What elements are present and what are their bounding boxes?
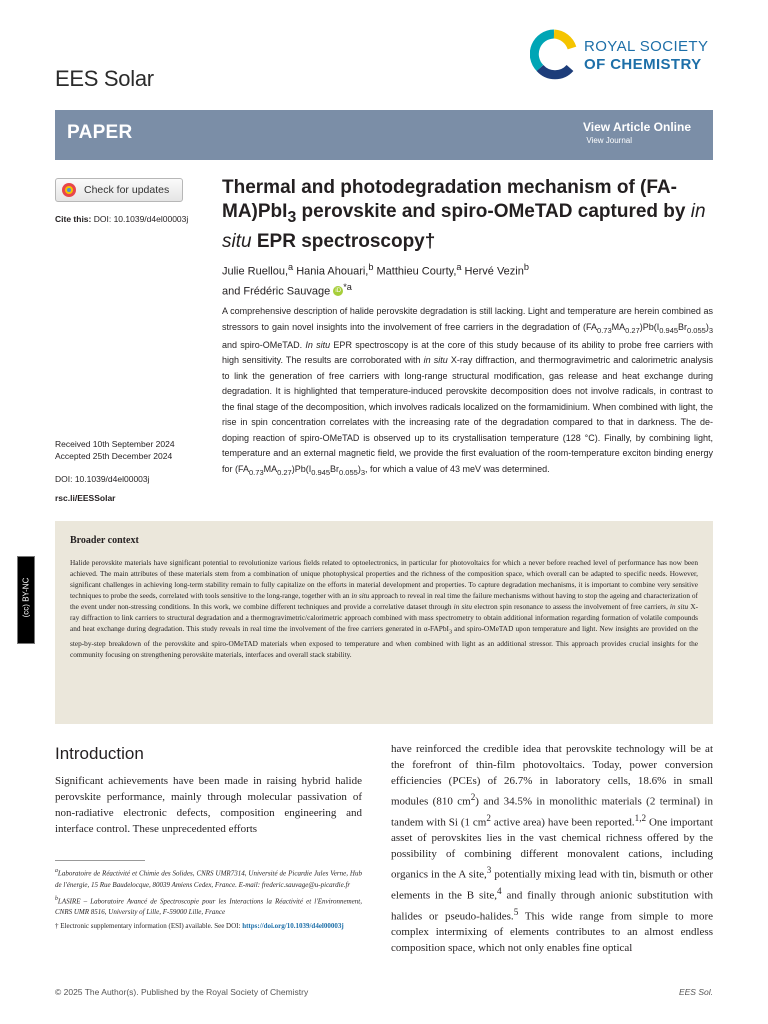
cite-label: Cite this: bbox=[55, 214, 92, 224]
accepted-date: Accepted 25th December 2024 bbox=[55, 451, 173, 461]
check-updates-icon bbox=[61, 182, 77, 198]
author-list bbox=[222, 260, 682, 299]
footer-copyright: © 2025 The Author(s). Published by the Royal Society of Chemistry bbox=[55, 987, 309, 997]
article-type-label: PAPER bbox=[67, 122, 133, 143]
journal-short-link[interactable]: rsc.li/EESSolar bbox=[55, 493, 116, 503]
title-text: EPR spectroscopy† bbox=[251, 230, 436, 252]
received-dates bbox=[55, 438, 175, 462]
view-article-online-link[interactable]: View Article Online bbox=[582, 120, 691, 134]
footer-journal-abbrev: EES Sol. bbox=[678, 987, 713, 997]
affiliation-mark: a bbox=[456, 262, 462, 272]
journal-name: EES Solar bbox=[55, 66, 154, 91]
affiliation-mark: *a bbox=[343, 281, 352, 292]
author-name[interactable]: and Frédéric Sauvage bbox=[222, 285, 331, 298]
section-heading-introduction: Introduction bbox=[55, 744, 144, 763]
intro-left-column: Significant achievements have been made in raising hybrid halide perovskite performance, mainly through molecular passivation of non-radiative electronic defects, composition engineering and interface control. These unprecedented efforts bbox=[55, 775, 362, 835]
title-italic: in situ bbox=[222, 201, 706, 252]
orcid-icon[interactable]: iD bbox=[333, 286, 343, 296]
citation-ref[interactable]: 4 bbox=[497, 885, 502, 896]
received-date: Received 10th September 2024 bbox=[55, 439, 175, 449]
check-for-updates-label: Check for updates bbox=[84, 184, 170, 196]
esi-doi-link[interactable]: https://doi.org/10.1039/d4el00003j bbox=[242, 922, 344, 931]
intro-right-column: have reinforced the credible idea that perovskite technology will be at the forefront of thin-film photovoltaics. Today, power conversion efficiencies (PCEs) of 26.7% in laboratory cells, 18.6% in small modules (810 $cm^2$) and 34.5% in monolithic materials (2 terminal) in tandem with Si (1 $cm^2$ active area) have been reported.$^{1,2}$ One important asset of perovskites lies in the vast chemical richness offered by the possibility of combining different monovalent cations, including organics in the A site,$^3$ potentially mixing lead with tin, bismuth or other elements in the B site,$^4$ and finally through anionic substitution with halides or pseudo-halides.$^5$ This wide range from simple to more complex intermixing of elements contributes to an almost endless composition space, which not only enables fine optical bbox=[391, 743, 714, 955]
rsc-logo[interactable] bbox=[530, 28, 718, 82]
cc-license-icon[interactable] bbox=[17, 556, 35, 644]
broader-context-box bbox=[55, 521, 713, 724]
abstract: A comprehensive description of halide perovskite degradation is still lacking. Light and temperature are herein combined as stressors to gain novel insights into the involvement of free carriers in the degradation of $(FA_{0.73}MA_{0.27})Pb(I_{0.945}Br_{0.055})_3$ and spiro-OMeTAD. In situ EPR spectroscopy is at the core of this study because of its ability to probe free carriers with high sensitivity. The results are corroborated with in situ X-ray diffraction, and thermogravimetric and calorimetric analysis to link the generation of free carriers with long-range structural modification, gas release and heat exchange during degradation. It is highlighted that temperature-induced perovskite decomposition does not involve radicals, in contrast to the final stage of the decomposition, which involves radicals localized on the formamidinium. When combined with light, the rise in spin concentration correlates with the increasing rate of the degradation compared to that in darkness. The de-doping reaction of spiro-OMeTAD is observed up to its crystallisation temperature (128 °C). Finally, by combining light, temperature and an external magnetic field, we provide the first evaluation of the room-temperature exciton binding energy for $(FA_{0.73}MA_{0.27})Pb(I_{0.945}Br_{0.055})_3$, for which a value of 43 meV was determined. bbox=[222, 306, 714, 477]
citation-ref[interactable]: 1,2 bbox=[634, 812, 647, 823]
publisher-name-line2: OF CHEMISTRY bbox=[584, 56, 702, 73]
article-type-banner bbox=[55, 110, 713, 160]
publisher-name-line1: ROYAL SOCIETY bbox=[584, 38, 709, 55]
citation-ref[interactable]: 5 bbox=[513, 906, 519, 917]
title-text: perovskite and spiro-OMeTAD captured by bbox=[296, 201, 691, 222]
author-name[interactable]: Hania Ahouari, bbox=[293, 265, 369, 278]
cite-doi: DOI: 10.1039/d4el00003j bbox=[93, 214, 189, 224]
affiliation-mark: b bbox=[523, 262, 529, 272]
article-doi[interactable]: DOI: 10.1039/d4el00003j bbox=[55, 474, 150, 484]
view-journal-link[interactable]: View Journal bbox=[586, 136, 632, 145]
author-name[interactable]: Matthieu Courty, bbox=[373, 265, 457, 278]
title-text: Thermal and photodegradation mechanism of (FA-MA)PbI bbox=[222, 177, 677, 222]
check-for-updates-button[interactable] bbox=[55, 178, 183, 202]
footnote-divider bbox=[55, 860, 145, 861]
footnote-affiliation-b: $^b$LASIRE – Laboratoire Avancé de Spectroscopie pour les Interactions la Réactivité et l'Environnement, CNRS UMR 8516, University of Lille, F-59000 Lille, France bbox=[55, 895, 362, 917]
affiliation-mark: a bbox=[288, 262, 294, 272]
title-subscript: 3 bbox=[287, 208, 297, 226]
broader-context-body: Halide perovskite materials have significant potential to revolutionize various fields related to optoelectronics, in particular for photovoltaics for which a never before reached level of performance has now been achieved. The main attributes of these materials stem from a combination of unique photophysical properties and the richness of the composition space, which overall can be adapted to specific needs. However, significant challenges in achieving long-term stability remain to fully capitalize on the efforts in material development and properties. To capture degradation mechanisms, it is important to combine very sensitive techniques to probe the seeds, correlated with tools sensitive to the long-range, together with an in situ approach to reveal in real time the failure mechanisms without having to stop the ageing and characterization of the event under non-stressing conditions. In this work, we combine different techniques and provide a correlative dataset through in situ electron spin resonance to assess the involvement of free carriers, in situ X-ray diffraction to link carriers to structural degradation and a thermogravimetric/calorimetric approach combined with mass spectrometry to obtain additional information regarding formation of volatile compounds and heat exchange during degradation. This study reveals in real time the involvement of the free carriers generated in α-FAPbI$_3$ and spiro-OMeTAD upon temperature and light. New insights are provided on the step-by-step breakdown of the perovskite and spiro-OMeTAD materials when exposed to temperature and when combined with light as an additional stressor. This approach provides crucial insights for the community focusing on strengthening perovskite materials, interfaces and overall stack stability. bbox=[70, 558, 699, 660]
article-title bbox=[222, 176, 714, 254]
rsc-logo-icon bbox=[530, 28, 578, 82]
footnotes bbox=[55, 866, 362, 933]
citation-ref[interactable]: 3 bbox=[486, 865, 492, 876]
author-name[interactable]: Hervé Vezin bbox=[461, 265, 524, 278]
broader-context-title: Broader context bbox=[70, 535, 139, 546]
cc-license-label: (cc) BY-NC bbox=[21, 577, 31, 618]
cite-this bbox=[55, 214, 188, 224]
author-name[interactable]: Julie Ruellou, bbox=[222, 265, 289, 278]
affiliation-mark: b bbox=[368, 262, 374, 272]
footnote-esi: † Electronic supplementary information (ESI) available. See DOI: https://doi.org/10.1039/d4el00003j bbox=[55, 922, 344, 931]
footnote-affiliation-a: $^a$Laboratoire de Réactivité et Chimie des Solides, CNRS UMR7314, Université de Picardie Jules Verne, Hub de l'énergie, 15 Rue Baudelocque, 80039 Amiens Cedex, France. E-mail: frederic.sauvage@u-picardie.fr bbox=[55, 868, 362, 889]
